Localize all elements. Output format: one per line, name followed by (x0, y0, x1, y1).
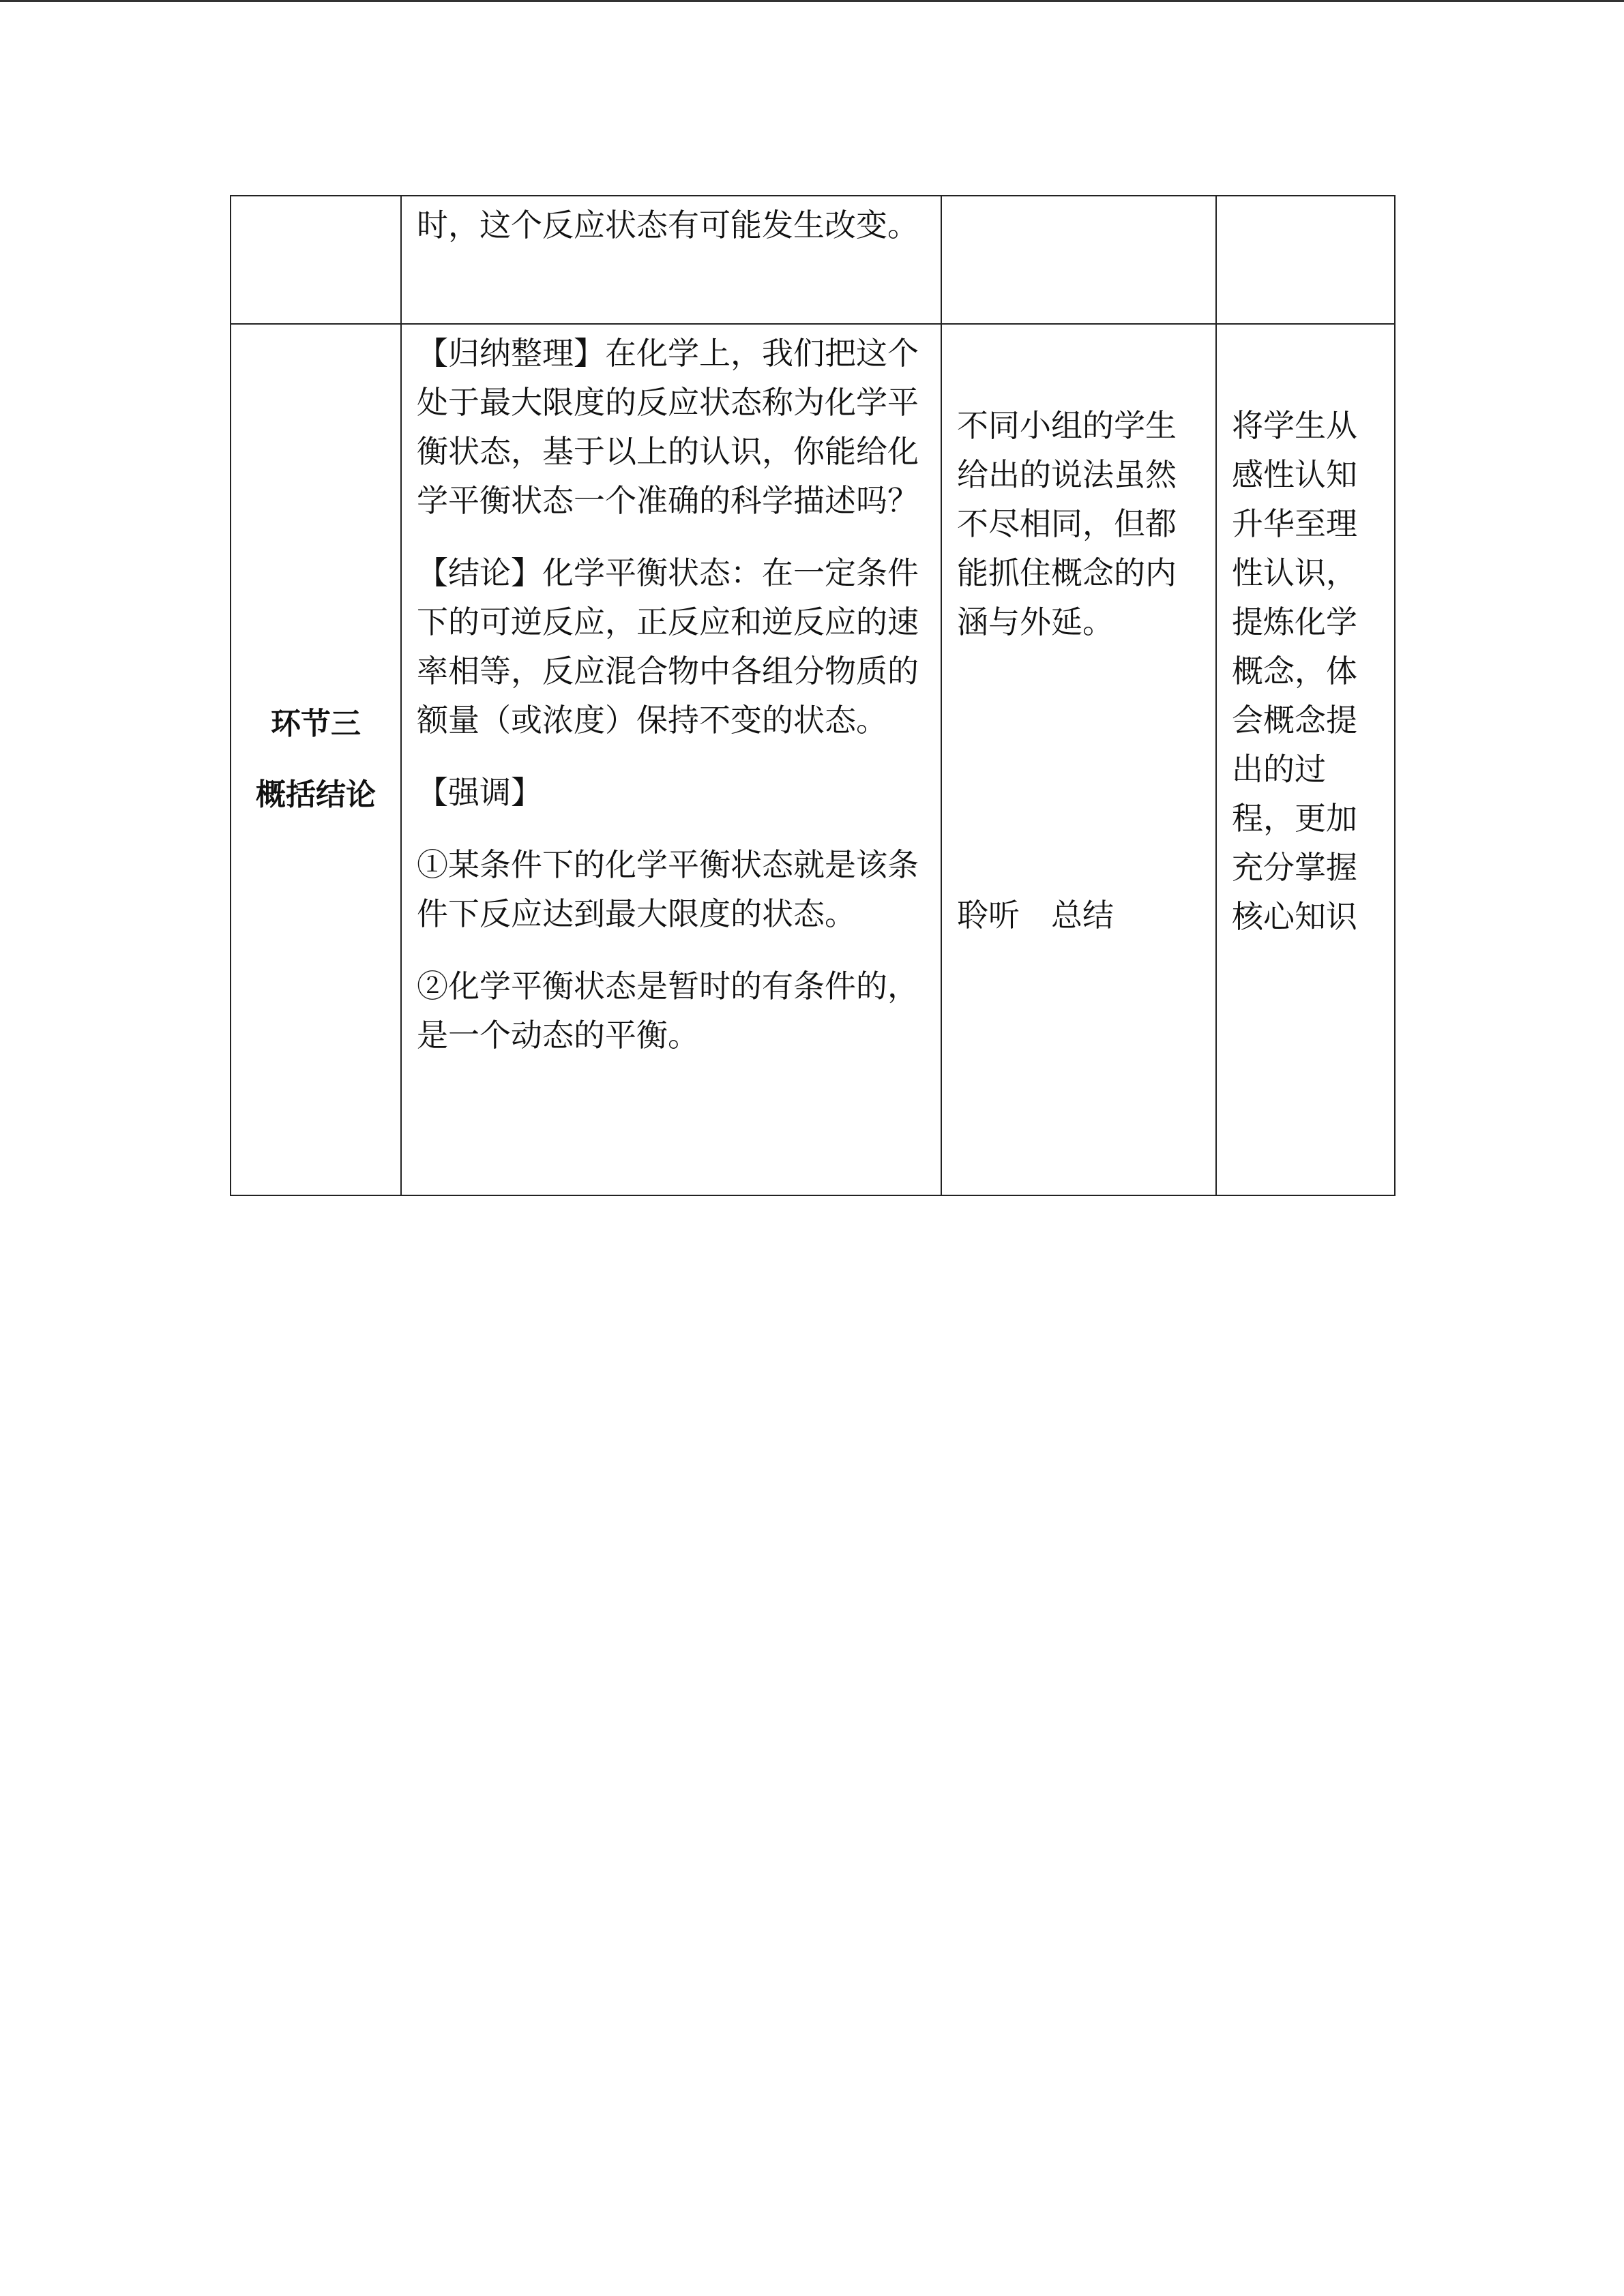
teacher-activity-cell-continued (401, 196, 941, 324)
student-activity-text-2: 聆听 总结 (957, 897, 1114, 934)
teacher-paragraph-summary: 【归纳整理】在化学上，我们把这个处于最大限度的反应状态称为化学平衡状态，基于以上的认识，你能给化学平衡状态一个准确的科学描述吗？ (417, 335, 919, 519)
teacher-paragraph-emphasis-heading: 【强调】 (417, 774, 542, 811)
student-activity-cell-stage3 (941, 324, 1216, 1195)
student-activity-text-1: 不同小组的学生给出的说法虽然不尽相同，但都能抓住概念的内涵与外延。 (957, 407, 1177, 640)
teacher-paragraph-point-1: ①某条件下的化学平衡状态就是该条件下反应达到最大限度的状态。 (417, 846, 919, 932)
table-row-stage3 (231, 324, 1395, 1195)
stage-cell-stage3 (231, 324, 401, 1195)
student-activity-cell-continued (941, 196, 1216, 324)
design-intent-text: 将学生从感性认知升华至理性认识，提炼化学概念，体会概念提出的过程，更加充分掌握核心知识 (1232, 407, 1357, 935)
design-intent-cell-continued (1216, 196, 1395, 324)
design-intent-cell-stage3 (1216, 324, 1395, 1195)
stage-name-line2: 概括结论 (256, 777, 376, 812)
teacher-activity-text-continued: 时，这个反应状态有可能发生改变。 (417, 207, 919, 243)
stage-cell-continued (231, 196, 401, 324)
teacher-activity-cell-stage3 (401, 324, 941, 1195)
teacher-paragraph-point-2: ②化学平衡状态是暂时的有条件的，是一个动态的平衡。 (417, 968, 919, 1054)
lesson-plan-table (230, 195, 1396, 1196)
teacher-paragraph-conclusion: 【结论】化学平衡状态：在一定条件下的可逆反应，正反应和逆反应的速率相等，反应混合物中各组分物质的额量（或浓度）保持不变的状态。 (417, 554, 919, 739)
page-top-rule (0, 0, 1624, 2)
stage-name-line1: 环节三 (271, 706, 361, 741)
table-row-continued (231, 196, 1395, 324)
